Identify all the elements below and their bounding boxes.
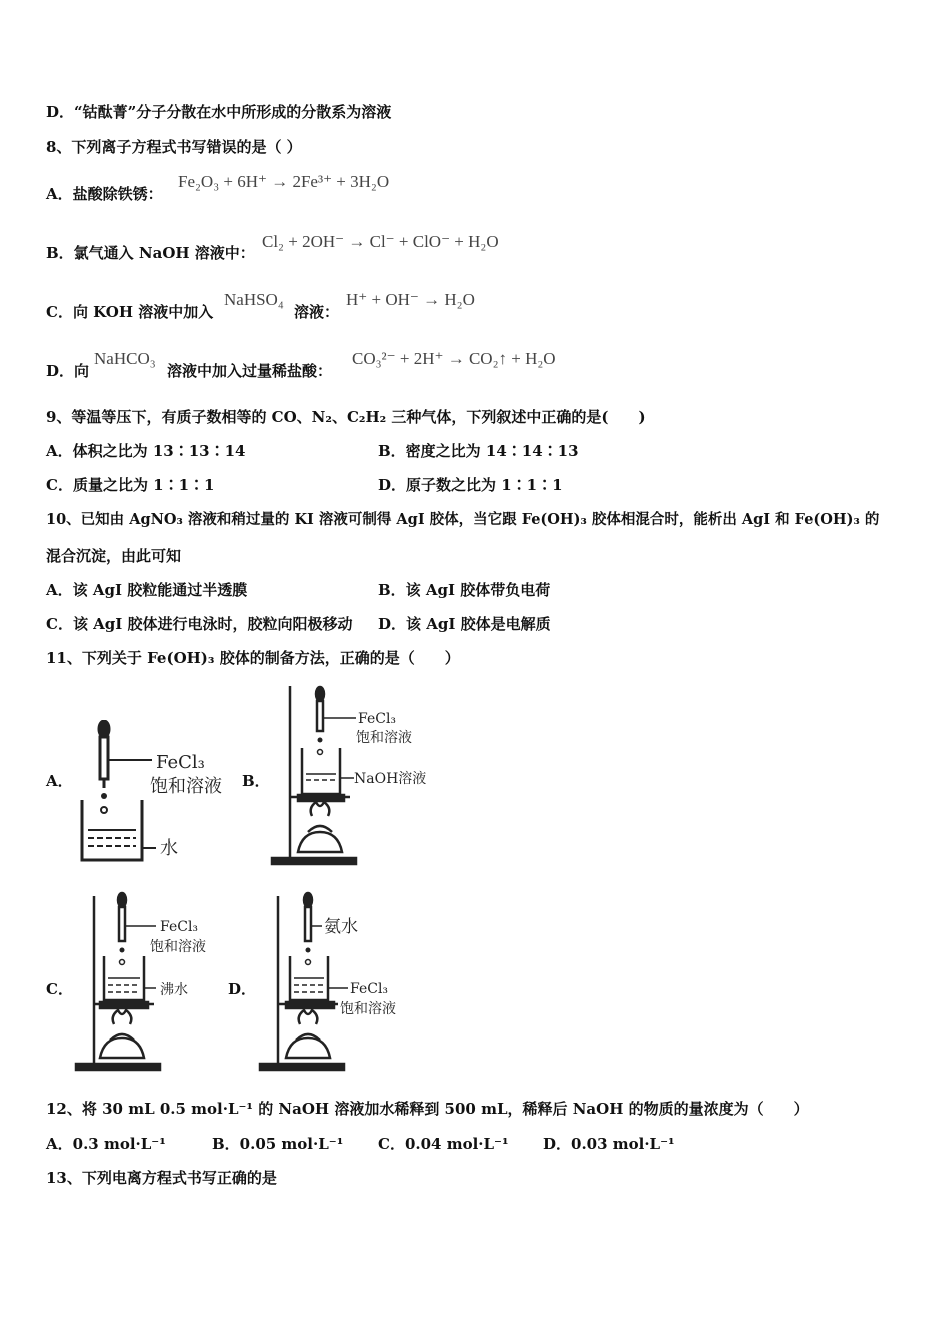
q10-stem-line2: 混合沉淀，由此可知 [46,547,182,565]
q11-figure-a-reagent: FeCl₃ [156,752,205,773]
q10-option-b: B．该 AgI 胶体带负电荷 [378,581,551,599]
q8-option-d-formula: NaHCO₃ [94,349,156,368]
q10-option-d: D．该 AgI 胶体是电解质 [378,615,551,633]
q8-option-d-equation: CO₃²⁻ + 2H⁺ → CO₂↑ + H₂O [352,349,556,368]
q10-option-a: A．该 AgI 胶粒能通过半透膜 [46,581,248,599]
q8-stem: 8、下列离子方程式书写错误的是（ ） [46,138,302,156]
q11-figure-c-reagent-2: 饱和溶液 [150,939,206,955]
q7-option-d: D．“钴酞菁”分子分散在水中所形成的分散系为溶液 [46,103,392,121]
q11-figure-d-liquid: FeCl₃ [350,981,389,997]
q8-option-b-label: B．氯气通入 NaOH 溶液中： [46,244,255,262]
q11-figure-c-reagent: FeCl₃ [160,919,199,935]
q11-option-a-label: A． [46,772,73,790]
q11-figure-d-liquid-2: 饱和溶液 [340,1001,396,1017]
q8-option-c-formula: NaHSO₄ [224,290,284,309]
q11-option-c-label: C． [46,980,73,998]
q8-option-d-label: D．向 [46,362,90,380]
q11-figure-a [70,720,240,870]
q8-option-d-label-2: 溶液中加入过量稀盐酸： [167,362,333,380]
q9-option-a: A．体积之比为 13∶13∶14 [46,442,246,460]
q8-option-c-equation: H⁺ + OH⁻ → H₂O [346,290,475,309]
q8-option-c-label-2: 溶液： [294,303,340,321]
q12-option-b: B．0.05 mol·L⁻¹ [212,1135,344,1153]
q12-option-a: A．0.3 mol·L⁻¹ [46,1135,166,1153]
q11-figure-c [72,890,232,1075]
q9-option-b: B．密度之比为 14∶14∶13 [378,442,579,460]
q12-option-c: C．0.04 mol·L⁻¹ [378,1135,509,1153]
q13-stem: 13、下列电离方程式书写正确的是 [46,1169,277,1187]
q9-stem: 9、等温等压下，有质子数相等的 CO、N₂、C₂H₂ 三种气体，下列叙述中正确的是( ) [46,408,646,426]
q11-figure-d-reagent: 氨水 [324,917,358,937]
q12-option-d: D．0.03 mol·L⁻¹ [543,1135,675,1153]
q11-stem: 11、下列关于 Fe(OH)₃ 胶体的制备方法，正确的是（ ） [46,649,460,667]
q11-option-b-label: B． [242,772,270,790]
q11-figure-b-reagent-2: 饱和溶液 [356,730,412,746]
q12-stem: 12、将 30 mL 0.5 mol·L⁻¹ 的 NaOH 溶液加水稀释到 500 mL，稀释后 NaOH 的物质的量浓度为（ ） [46,1100,809,1118]
q11-option-d-label: D． [228,980,257,998]
q11-figure-c-liquid: 沸水 [160,982,188,998]
q8-option-b-equation: Cl₂ + 2OH⁻ → Cl⁻ + ClO⁻ + H₂O [262,232,499,251]
q11-figure-d [256,890,426,1075]
q10-option-c: C．该 AgI 胶体进行电泳时，胶粒向阳极移动 [46,615,353,633]
q8-option-a-label: A．盐酸除铁锈： [46,185,163,203]
q11-figure-b-liquid: NaOH溶液 [354,771,427,787]
q8-option-a-equation: Fe₂O₃ + 6H⁺ → 2Fe³⁺ + 3H₂O [178,172,390,191]
q11-figure-b-reagent: FeCl₃ [358,711,397,727]
q11-figure-a-liquid: 水 [160,838,178,859]
q9-option-c: C．质量之比为 1∶1∶1 [46,476,215,494]
q11-figure-b [268,682,448,867]
q8-option-c-label: C．向 KOH 溶液中加入 [46,303,214,321]
q9-option-d: D．原子数之比为 1∶1∶1 [378,476,563,494]
q11-figure-a-reagent-2: 饱和溶液 [150,776,222,797]
q10-stem-line1: 10、已知由 AgNO₃ 溶液和稍过量的 KI 溶液可制得 AgI 胶体，当它跟 Fe(OH)₃ 胶体相混合时，能析出 AgI 和 Fe(OH)₃ 的 [46,511,880,528]
